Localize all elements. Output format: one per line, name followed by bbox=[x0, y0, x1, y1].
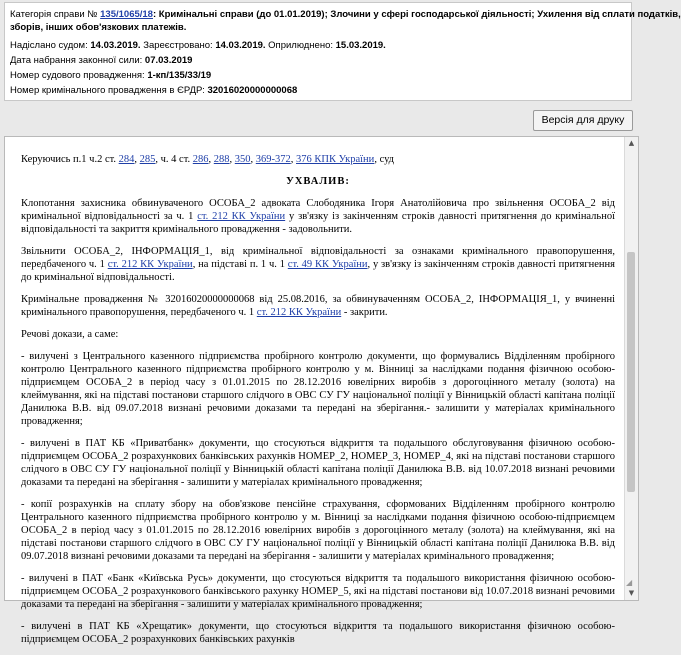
sent-value: 14.03.2019. bbox=[90, 40, 141, 51]
guided-by-text: Керуючись п.1 ч.2 ст. bbox=[21, 154, 117, 165]
category-value-line1: Кримінальні справи (до 01.01.2019); Злочини у сфері господарської діяльності; Ухилення від сплати податків, bbox=[158, 9, 681, 20]
vertical-scrollbar[interactable] bbox=[624, 137, 638, 600]
sep-text: , bbox=[134, 154, 138, 165]
law-link-288[interactable]: 288 bbox=[213, 154, 230, 165]
sep-text: , bbox=[208, 154, 212, 165]
release-text: Звільнити ОСОБА_2, ІНФОРМАЦІЯ_1, від кримінальної відповідальності за ознаками кримінального правопорушення, передбаченого ч. 1 bbox=[21, 246, 615, 270]
scroll-down-icon[interactable]: ▼ bbox=[628, 589, 635, 597]
scrollbar-thumb[interactable] bbox=[627, 252, 635, 492]
dates-row bbox=[10, 40, 386, 52]
guided-by-paragraph bbox=[21, 153, 615, 166]
law-link-212[interactable]: ст. 212 КК України bbox=[256, 307, 342, 318]
case-info-panel bbox=[4, 2, 681, 101]
erdr-label: Номер кримінального провадження в ЄРДР: bbox=[10, 85, 205, 96]
evidence-item: - вилучені в ПАТ «Банк «Київська Русь» документи, що стосуються відкриття та подальшого використання фізичною особою-підприємцем ОСОБА_2 розрахункового банківського рахунку НОМЕР_5, які на підставі постанови від 10.07.2018 визнані речовими доказами та передані на зберігання - залишити у матеріалах кримінального провадження; bbox=[21, 573, 615, 610]
erdr-value: 32016020000000068 bbox=[207, 85, 298, 96]
proceeding-label: Номер судового провадження: bbox=[10, 70, 145, 81]
release-paragraph bbox=[21, 245, 615, 284]
release-text-rest: , у зв'язку із закінченням строків давності притягнення до кримінальної відповідальності. bbox=[21, 259, 615, 283]
sep-text: , bbox=[250, 154, 254, 165]
document-body bbox=[21, 141, 615, 655]
law-link-212[interactable]: ст. 212 КК України bbox=[197, 211, 286, 222]
motion-text-rest: у зв'язку із закінченням строків давності притягнення до кримінальної відповідальності та закриття кримінального провадження - задовольнити. bbox=[21, 211, 616, 235]
evidence-item: - вилучені в ПАТ КБ «Хрещатик» документи, що стосуються відкриття та подальшого використання фізичною особою-підприємцем ОСОБА_2 розрахункових банківських рахунків bbox=[21, 621, 615, 645]
category-label: Категорія справи № bbox=[10, 9, 98, 20]
law-link-376[interactable]: 376 КПК України bbox=[296, 154, 375, 165]
law-link-49[interactable]: ст. 49 КК України bbox=[287, 259, 368, 270]
closure-text-rest: - закрити. bbox=[343, 307, 388, 318]
court-text: , суд bbox=[374, 154, 395, 165]
effective-value: 07.03.2019 bbox=[144, 55, 193, 66]
ruling-heading: УХВАЛИВ: bbox=[286, 176, 350, 187]
sep-text: , bbox=[290, 154, 294, 165]
case-category-row: Категорія справи № 135/1065/18: Кримінальні справи (до 01.01.2019); Злочини у сфері господарської діяльності; Ухилення від сплати податків, bbox=[10, 9, 681, 20]
proceeding-row bbox=[10, 70, 211, 82]
evidence-item: - вилучені в ПАТ КБ «Приватбанк» документи, що стосуються відкриття та подальшого обслуговування фізичною особою-підприємцем ОСОБА_2 розрахункових банківських рахунків НОМЕР_2, НОМЕР_3, НОМЕР_4, які на підставі постанови старшого слідчого в ОВС СУ ГУ національної поліції у Вінницькій області капітана поліції Данилюка В.В. від 10.07.2018 визнані речовими доказами та передані на зберігання - залишити у матеріалах кримінального провадження; bbox=[21, 438, 615, 488]
published-value: 15.03.2019. bbox=[335, 40, 386, 51]
effective-label: Дата набрання законної сили: bbox=[10, 55, 143, 66]
sep-text: , ч. 4 ст. bbox=[155, 154, 191, 165]
clipped-line bbox=[21, 141, 615, 147]
closure-paragraph bbox=[21, 293, 615, 319]
law-link-369-372[interactable]: 369-372 bbox=[255, 154, 291, 165]
evidence-item: - копії розрахунків на сплату збору на обов'язкове пенсійне страхування, сформованих Відділенням пробірного контролю Центрального казенного підприємства пробірного контролю у м. Вінниці за наслідками подання фізичною особою-підприємцем ОСОБА_2 в період часу з 01.01.2015 по 28.12.2016 ювелірних виробів з дорогоцінного металу (золота) на клеймування, які на підставі постанови старшого слідчого в ОВС СУ ГУ національної поліції у Вінницькій області капітана поліції Данилюка В.В. від 09.07.2018 визнані речовими доказами та передані на зберігання - залишити у матеріалах кримінального провадження; bbox=[21, 499, 615, 562]
release-text-mid: , на підставі п. 1 ч. 1 bbox=[192, 259, 285, 270]
motion-paragraph bbox=[21, 197, 615, 236]
document-viewer bbox=[4, 136, 639, 645]
category-value-line2: зборів, інших обов'язкових платежів. bbox=[10, 22, 187, 33]
case-category-row-2 bbox=[10, 22, 186, 34]
print-version-button[interactable]: Версія для друку bbox=[533, 110, 633, 131]
law-link-350[interactable]: 350 bbox=[234, 154, 251, 165]
law-link-285[interactable]: 285 bbox=[139, 154, 156, 165]
proceeding-value: 1-кп/135/33/19 bbox=[147, 70, 212, 81]
law-link-284[interactable]: 284 bbox=[118, 154, 135, 165]
effective-date-row bbox=[10, 55, 192, 67]
motion-text: Клопотання захисника обвинуваченого ОСОБА_2 адвоката Слободяника Ігоря Анатолійовича про звільнення ОСОБА_2 від кримінальної відповідальності за ч. 1 bbox=[21, 198, 615, 222]
law-link-286[interactable]: 286 bbox=[192, 154, 209, 165]
evidence-item: - вилучені з Центрального казенного підприємства пробірного контролю документи, що формувались Відділенням пробірного контролю Центрального казенного підприємства пробірного контролю у м. Вінниці за наслідками подання фізичною особою-підприємцем ОСОБА_2 в період часу з 01.01.2015 по 28.12.2016 ювелірних виробів з дорогоцінного металу (золота) на клеймування, які на підставі постанови старшого слідчого в ОВС СУ ГУ національної поліції у Вінницькій області капітана поліції Данилюка В.В. від 09.07.2018 визнані речовими доказами та передані на зберігання.- залишити у матеріалах кримінального провадження; bbox=[21, 351, 615, 427]
sent-label: Надіслано судом: bbox=[10, 40, 88, 51]
sep-text: , bbox=[229, 154, 233, 165]
case-number-link[interactable]: 135/1065/18 bbox=[100, 9, 153, 20]
closure-text: Кримінальне провадження № 32016020000000068 від 25.08.2016, за обвинуваченням ОСОБА_2, ІНФОРМАЦІЯ_1, у вчиненні кримінального правопорушення, передбаченого ч. 1 bbox=[21, 294, 615, 318]
registered-label: Зареєстровано: bbox=[143, 40, 213, 51]
evidence-heading: Речові докази, а саме: bbox=[21, 329, 119, 340]
registered-value: 14.03.2019. bbox=[215, 40, 266, 51]
resize-grip-icon[interactable]: ◢ bbox=[626, 578, 633, 587]
erdr-row bbox=[10, 85, 297, 97]
published-label: Оприлюднено: bbox=[268, 40, 333, 51]
law-link-212[interactable]: ст. 212 КК України bbox=[107, 259, 193, 270]
scroll-up-icon[interactable]: ▲ bbox=[628, 139, 635, 147]
